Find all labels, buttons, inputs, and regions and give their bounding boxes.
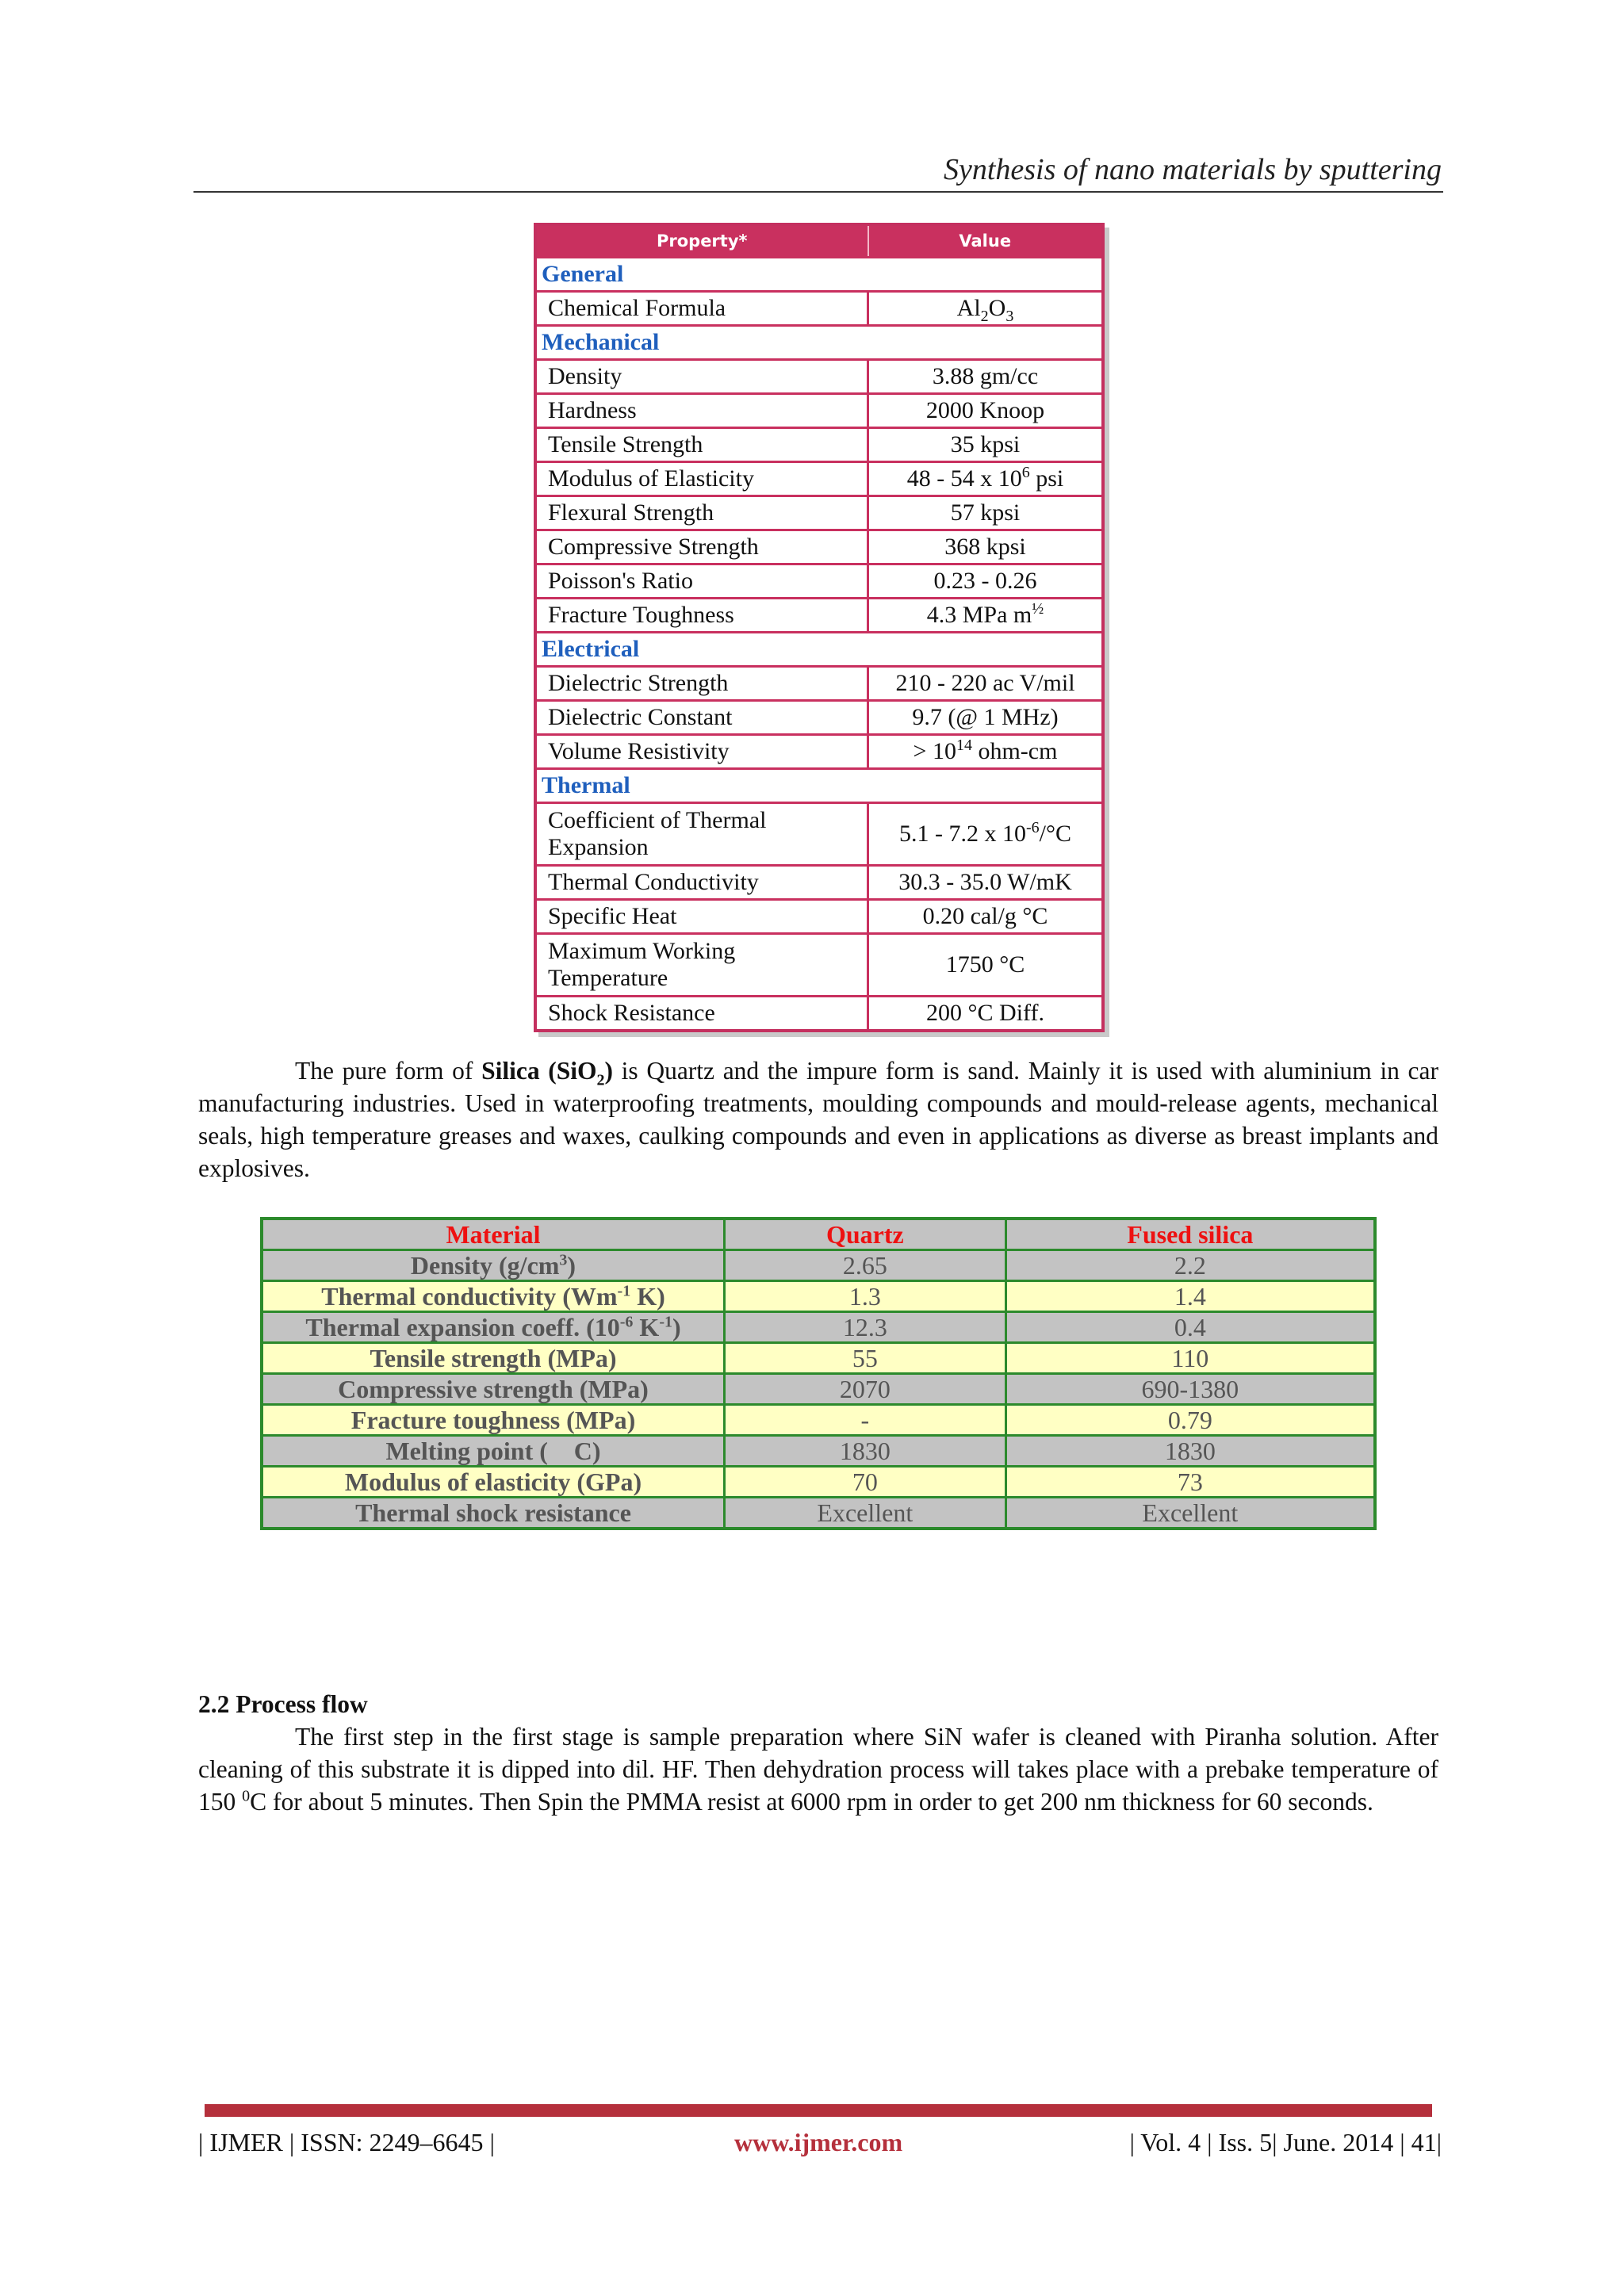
row-label: Thermal shock resistance: [262, 1498, 725, 1529]
row-label: Density $(g/cm^3)$: [262, 1250, 725, 1281]
table-row: [535, 360, 1103, 394]
row-label: Specific Heat: [535, 900, 868, 934]
row-label: Compressive Strength: [535, 530, 868, 564]
fused-silica-value: 0.4: [1005, 1312, 1375, 1343]
column-header-fused-silica: Fused silica: [1005, 1219, 1375, 1250]
table-row: [535, 803, 1103, 866]
row-label: Modulus of Elasticity: [535, 462, 868, 496]
section-mechanical: Mechanical: [535, 326, 1103, 360]
row-label: Fracture Toughness: [535, 599, 868, 633]
row-label: Thermal Conductivity: [535, 866, 868, 900]
footer-issue-page: | Vol. 4 | Iss. 5| June. 2014 | 41|: [1129, 2128, 1442, 2156]
header-rule: [193, 191, 1443, 193]
section-heading: 2.2 Process flow: [198, 1690, 368, 1718]
quartz-value: -: [725, 1405, 1006, 1436]
row-label: Coefficient of Thermal Expansion: [535, 803, 868, 866]
row-label: Melting point ( C): [262, 1436, 725, 1467]
row-value: 3.88 gm/cc: [868, 360, 1104, 394]
row-value: 4.3 MPa $m^{\frac{1}{2}}$: [868, 599, 1104, 633]
row-value: $Al_2O_3$: [868, 292, 1104, 326]
silica-comparison-table: [260, 1217, 1377, 1530]
row-label: Dielectric Strength: [535, 667, 868, 701]
row-value: 0.20 cal/g °C: [868, 900, 1104, 934]
fused-silica-value: 73: [1005, 1467, 1375, 1498]
row-label: Chemical Formula: [535, 292, 868, 326]
table-row: [535, 667, 1103, 701]
table-row: [535, 462, 1103, 496]
row-value: 35 kpsi: [868, 428, 1104, 462]
row-label: Thermal conductivity ($Wm^{-1}$ K): [262, 1281, 725, 1312]
table-row: [535, 564, 1103, 599]
table-row: [535, 496, 1103, 530]
row-label: Tensile Strength: [535, 428, 868, 462]
row-label: Volume Resistivity: [535, 735, 868, 769]
fused-silica-value: 1.4: [1005, 1281, 1375, 1312]
row-label: Shock Resistance: [535, 997, 868, 1031]
table-row: [535, 428, 1103, 462]
row-value: 30.3 - 35.0 W/mK: [868, 866, 1104, 900]
section-thermal: Thermal: [535, 769, 1103, 803]
table-row: [535, 599, 1103, 633]
row-label: Dielectric Constant: [535, 701, 868, 735]
row-label: Thermal expansion coeff. ($10^{-6}$ $K^{-1}$): [262, 1312, 725, 1343]
row-value: 368 kpsi: [868, 530, 1104, 564]
row-label: Fracture toughness (MPa): [262, 1405, 725, 1436]
table-row: [535, 530, 1103, 564]
row-value: > $10^{14}$ ohm-cm: [868, 735, 1104, 769]
quartz-value: 2070: [725, 1374, 1006, 1405]
process-flow-paragraph: The first step in the first stage is sample preparation where SiN wafer is cleaned with Piranha solution. After cleaning of this substrate it is dipped into dil. HF. Then dehydration process will takes place with a prebake temperature of 150 $^0$C for about 5 minutes. Then Spin the PMMA resist at 6000 rpm in order to get 200 nm thickness for 60 seconds.: [198, 1723, 1438, 1816]
fused-silica-value: Excellent: [1005, 1498, 1375, 1529]
silica-paragraph: The pure form of Silica (SiO$_2$) is Quartz and the impure form is sand. Mainly it is used with aluminium in car manufacturing industries. Used in waterproofing treatments, moulding compounds and mould-release agents, mechanical seals, high temperature greases and waxes, caulking compounds and even in applications as diverse as breast implants and explosives.: [198, 1057, 1438, 1182]
table-row: [535, 292, 1103, 326]
row-value: 210 - 220 ac V/mil: [868, 667, 1104, 701]
row-value: 1750 °C: [868, 934, 1104, 997]
footer-bar: [205, 2104, 1432, 2117]
fused-silica-value: 690-1380: [1005, 1374, 1375, 1405]
table-row: [535, 735, 1103, 769]
section-electrical: Electrical: [535, 633, 1103, 667]
row-label: Maximum Working Temperature: [535, 934, 868, 997]
quartz-value: Excellent: [725, 1498, 1006, 1529]
table-row: [535, 394, 1103, 428]
quartz-value: 2.65: [725, 1250, 1006, 1281]
table-row: [535, 997, 1103, 1031]
table-row: [535, 866, 1103, 900]
row-label: Hardness: [535, 394, 868, 428]
table-row: [535, 701, 1103, 735]
table-row: [262, 1467, 1375, 1498]
table-row: [262, 1343, 1375, 1374]
table-header-row: [535, 224, 1103, 258]
table-row: [262, 1374, 1375, 1405]
quartz-value: 1830: [725, 1436, 1006, 1467]
running-header: Synthesis of nano materials by sputtering: [943, 153, 1442, 186]
fused-silica-value: 110: [1005, 1343, 1375, 1374]
table-row: [535, 934, 1103, 997]
column-header-quartz: Quartz: [725, 1219, 1006, 1250]
alumina-properties-table: [534, 223, 1105, 1032]
row-value: 0.23 - 0.26: [868, 564, 1104, 599]
table-header-row: [262, 1219, 1375, 1250]
table-row: [535, 900, 1103, 934]
row-label: Density: [535, 360, 868, 394]
footer-journal-info: | IJMER | ISSN: 2249–6645 |: [198, 2128, 495, 2156]
footer-website-link[interactable]: www.ijmer.com: [734, 2128, 903, 2156]
row-value: 5.1 - 7.2 x $10^{-6}/^\circ C$: [868, 803, 1104, 866]
table-row: [262, 1498, 1375, 1529]
fused-silica-value: 0.79: [1005, 1405, 1375, 1436]
quartz-value: 70: [725, 1467, 1006, 1498]
row-value: 2000 Knoop: [868, 394, 1104, 428]
table-row: [262, 1250, 1375, 1281]
row-label: Flexural Strength: [535, 496, 868, 530]
table-row: [262, 1281, 1375, 1312]
row-value: 9.7 (@ 1 MHz): [868, 701, 1104, 735]
section-general: General: [535, 258, 1103, 292]
column-header-value: Value: [868, 224, 1104, 258]
quartz-value: 1.3: [725, 1281, 1006, 1312]
table-row: [262, 1312, 1375, 1343]
quartz-value: 55: [725, 1343, 1006, 1374]
fused-silica-value: 1830: [1005, 1436, 1375, 1467]
row-value: 57 kpsi: [868, 496, 1104, 530]
row-label: Poisson's Ratio: [535, 564, 868, 599]
row-value: 48 - 54 x $10^6$ psi: [868, 462, 1104, 496]
row-value: 200 °C Diff.: [868, 997, 1104, 1031]
column-header-material: Material: [262, 1219, 725, 1250]
row-label: Tensile strength (MPa): [262, 1343, 725, 1374]
table-row: [262, 1436, 1375, 1467]
column-header-property: Property*: [535, 224, 868, 258]
table-row: [262, 1405, 1375, 1436]
quartz-value: 12.3: [725, 1312, 1006, 1343]
row-label: Modulus of elasticity (GPa): [262, 1467, 725, 1498]
row-label: Compressive strength (MPa): [262, 1374, 725, 1405]
fused-silica-value: 2.2: [1005, 1250, 1375, 1281]
